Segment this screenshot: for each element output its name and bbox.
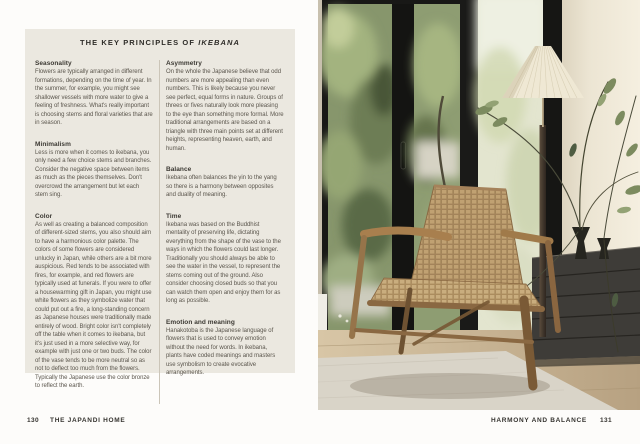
section-emotion-and-meaning bbox=[166, 319, 284, 378]
section-heading: Time bbox=[166, 212, 182, 220]
section-heading: Color bbox=[35, 212, 53, 220]
section-body: Less is more when it comes to ikebana, you only need a few choice stems and branches. Consider the negative space between items as much as the pieces themselves. Don't overcrowd the arrangement but let each stem sing. bbox=[35, 149, 152, 198]
interior-photo-illustration bbox=[318, 0, 640, 410]
chapter-running-head: HARMONY AND BALANCE bbox=[490, 417, 587, 424]
right-page-footer bbox=[491, 417, 612, 424]
section-heading: Seasonality bbox=[35, 60, 72, 67]
section-color bbox=[35, 213, 153, 391]
section-body: Ikebana was based on the Buddhist mentality of preserving life, dictating everything from the shape of the vase to the ways in which the flowers could last longer. Traditionally you should always be able to see the water in the vessel, to represent the stems coming out of the ground. Also consider choosing closed buds so that you can watch them open and enjoy them for as long as possible. bbox=[166, 221, 281, 304]
left-page-footer bbox=[27, 417, 125, 424]
section-heading: Balance bbox=[166, 166, 192, 173]
wall-left-edge bbox=[318, 0, 322, 340]
column-right bbox=[159, 60, 284, 404]
section-minimalism bbox=[35, 141, 153, 200]
page-title bbox=[35, 38, 285, 47]
window-handle bbox=[401, 142, 406, 169]
right-page-number: 131 bbox=[599, 417, 612, 424]
key-principles-panel bbox=[25, 29, 295, 389]
section-body: Hanakotoba is the Japanese language of flowers that is used to convey emotion without the need for words. In ikebana, plants have coded meanings and masters use symbolism to create evocative arrangements. bbox=[166, 327, 276, 376]
section-body: Ikebana often balances the yin to the yang so there is a harmony between opposites and duality of meaning. bbox=[166, 175, 277, 198]
column-left bbox=[35, 60, 153, 404]
section-body: As well as creating a balanced composition of different-sized stems, you also should aim to have a harmonious color palette. The colors of some flowers are considered unlucky in Japan, while others are a bit more auspicious. Red tends to be associated with fires, for example, and red flowers are typically used at funerals. If you were to offer a housewarming gift in Japan, you might use white flowers as they symbolize water that could put out a fire, a long-standing concern as Japanese houses were traditionally made entirely of wood. Bright color isn't completely off the table when it comes to ikebana, but it's just used in a more selective way, for example with just one or two buds. The color of the vase tends to be more neutral so as not to deflect too much from the flowers. Typically the Japanese use the color bronze to reflect the earth. bbox=[35, 221, 152, 389]
page-title-emphasis: IKEBANA bbox=[198, 38, 241, 47]
two-column-text bbox=[35, 60, 285, 404]
section-asymmetry bbox=[166, 60, 284, 153]
section-heading: Minimalism bbox=[35, 140, 71, 148]
page-title-prefix: THE KEY PRINCIPLES OF bbox=[79, 38, 199, 47]
section-body: Flowers are typically arranged in different formations, depending on the time of year. In the summer, for example, you might see shallower vessels with more water to give a feeling of freshness. What's really important is choosing stems and floral varieties that are in season. bbox=[35, 69, 153, 126]
chair-shadow bbox=[350, 373, 550, 399]
section-heading: Asymmetry bbox=[166, 60, 202, 67]
section-balance bbox=[166, 166, 284, 200]
interior-photograph bbox=[318, 0, 640, 410]
section-time bbox=[166, 213, 284, 306]
section-seasonality bbox=[35, 60, 153, 128]
left-page-number: 130 bbox=[27, 417, 40, 424]
section-body: On the whole the Japanese believe that odd numbers are more appealing than even numbers. This is likely because you never see perfect, equal forms in nature. Groups of threes or fives naturally look more pleasing to the eye than something more formal. More traditional arrangements are based on a triangle with three main points set at different heights, representing heaven, earth, and human. bbox=[166, 69, 284, 152]
lamp-stem bbox=[542, 94, 544, 127]
book-title-running-head: THE JAPANDI HOME bbox=[50, 417, 126, 424]
section-heading: Emotion and meaning bbox=[166, 318, 235, 326]
